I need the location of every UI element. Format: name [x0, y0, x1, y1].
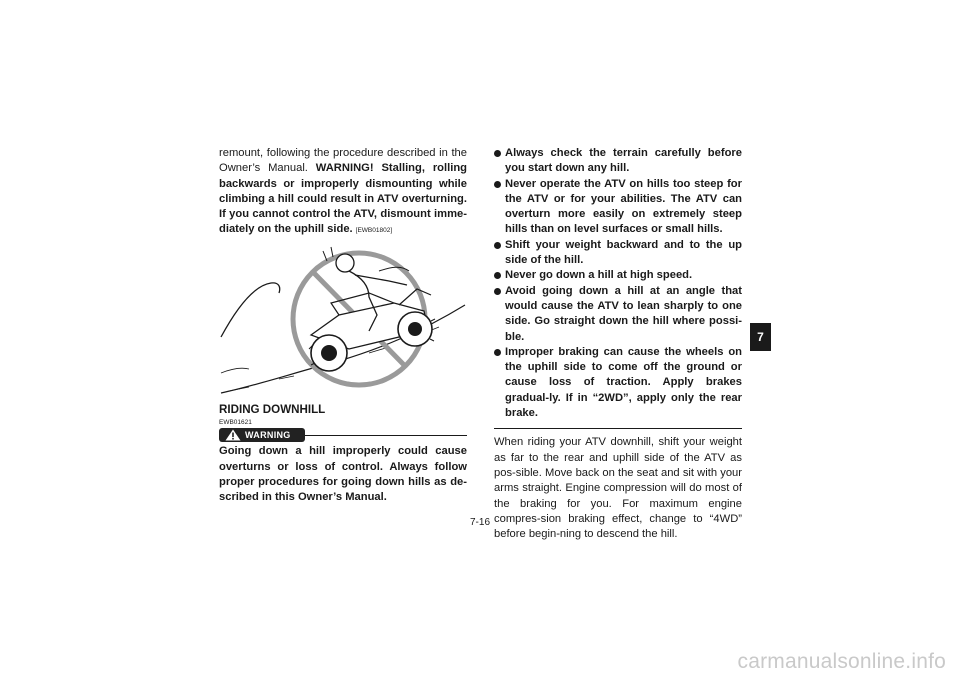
page-number: 7-16 — [469, 517, 490, 528]
section-code: EWB01621 — [219, 419, 252, 427]
body-paragraph: When riding your ATV downhill, shift your weight as far to the rear and uphill side of the ATV as pos-sible. Move back on the seat and sit with your arms straight. Engine compression will do most of the braking for you. For maximum engine compres-sion braking effect, change to “4WD” before begin-ning to descend the hill. — [494, 436, 742, 541]
right-column — [494, 146, 742, 542]
list-item: Shift your weight backward and to the up side of the hill. — [494, 238, 742, 269]
chapter-tab: 7 — [750, 323, 771, 351]
section-heading: RIDING DOWNHILL — [219, 403, 326, 417]
list-item: Never go down a hill at high speed. — [494, 268, 742, 283]
list-item: Never operate the ATV on hills too steep for the ATV or for your abilities. The ATV can overturn more easily on extremely steep hills than on level surfaces or small hills. — [494, 177, 742, 238]
warning-text: Going down a hill improperly could cause overturns or loss of control. Always follow proper procedures for going down hills as de-scribed in this Owner’s Manual. — [219, 445, 467, 504]
list-item: Avoid going down a hill at an angle that would cause the ATV to lean sharply to one side. Go straight down the hill where possi-ble. — [494, 284, 742, 345]
bullet-dot-icon — [494, 242, 501, 249]
bullet-dot-icon — [494, 150, 501, 157]
warning-triangle-icon — [225, 429, 241, 441]
list-item: Always check the terrain carefully before you start down any hill. — [494, 146, 742, 177]
bullet-dot-icon — [494, 349, 501, 356]
intro-text: remount, following the procedure described in the Owner’s Manual. — [219, 147, 467, 175]
bullet-dot-icon — [494, 288, 501, 295]
atv-uphill-dismount-illustration — [219, 245, 467, 395]
warning-badge — [219, 428, 305, 442]
watermark: carmanualsonline.info — [737, 650, 946, 673]
bullet-dot-icon — [494, 272, 501, 279]
left-column — [219, 146, 467, 506]
intro-code: [EWB01802] — [355, 227, 393, 235]
list-item: Improper braking can cause the wheels on the uphill side to come off the ground or cause loss of traction. Apply brakes gradual-ly. If in “2WD”, apply only the rear brake. — [494, 345, 742, 421]
warning-banner — [219, 428, 467, 442]
warning-label: WARNING — [245, 429, 291, 440]
section-divider — [494, 428, 742, 429]
intro-paragraph — [219, 146, 467, 239]
intro-warning: WARNING! Stalling, rolling backwards or improperly dismounting while climbing a hill could result in ATV overturning. If you cannot control the ATV, dismount imme-diately on the uphill side. — [219, 162, 467, 236]
warning-bullet-list — [494, 146, 742, 421]
bullet-dot-icon — [494, 181, 501, 188]
